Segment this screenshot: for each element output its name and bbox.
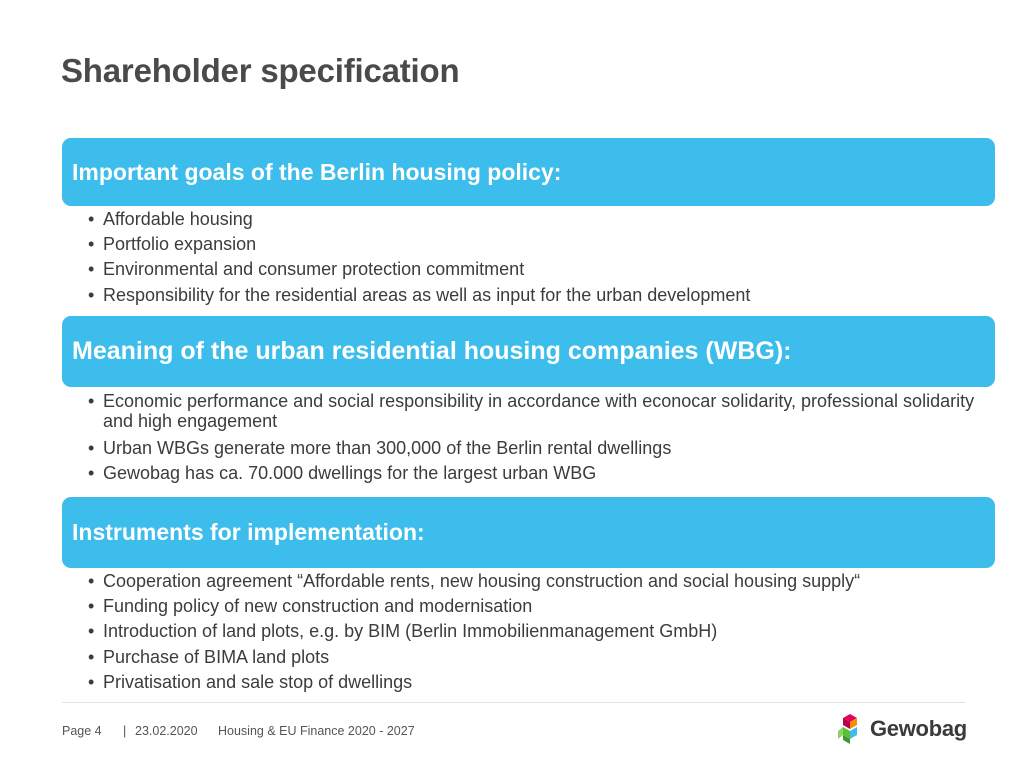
section-header-implementation-instruments: Instruments for implementation:: [62, 497, 995, 568]
list-item: • Affordable housing: [88, 207, 993, 232]
footer-event: Housing & EU Finance 2020 - 2027: [218, 724, 415, 738]
bullet-list-housing-policy-goals: [88, 207, 993, 308]
list-item: • Introduction of land plots, e.g. by BIM (Berlin Immobilienmanagement GmbH): [88, 619, 993, 644]
footer-page-number: Page 4: [62, 724, 102, 738]
footer-separator: |: [123, 724, 127, 738]
list-item: • Environmental and consumer protection commitment: [88, 257, 993, 282]
footer-date: 23.02.2020: [135, 724, 198, 738]
list-item: • Portfolio expansion: [88, 232, 993, 257]
page-title: Shareholder specification: [61, 52, 460, 89]
list-item: • Responsibility for the residential areas as well as input for the urban development: [88, 283, 993, 308]
list-item: • Cooperation agreement “Affordable rents, new housing construction and social housing supply“: [88, 569, 993, 594]
gewobag-logo: [836, 713, 967, 745]
list-item: • Purchase of BIMA land plots: [88, 645, 993, 670]
section-header-housing-policy-goals: Important goals of the Berlin housing policy:: [62, 138, 995, 206]
bullet-list-wbg-meaning: [88, 391, 993, 486]
logo-wordmark: Gewobag: [870, 716, 967, 741]
list-item: • Urban WBGs generate more than 300,000 of the Berlin rental dwellings: [88, 436, 993, 461]
list-item: • Gewobag has ca. 70.000 dwellings for the largest urban WBG: [88, 461, 993, 486]
list-item: • Funding policy of new construction and modernisation: [88, 594, 993, 619]
bullet-list-implementation-instruments: [88, 569, 993, 695]
gewobag-cubes-logo-icon: [836, 713, 864, 745]
footer-divider: [62, 702, 965, 703]
list-item: • Privatisation and sale stop of dwellings: [88, 670, 993, 695]
list-item: • Economic performance and social responsibility in accordance with econocar solidarity, professional solidarity and high engagement: [88, 391, 993, 431]
section-header-wbg-meaning: Meaning of the urban residential housing companies (WBG):: [62, 316, 995, 387]
